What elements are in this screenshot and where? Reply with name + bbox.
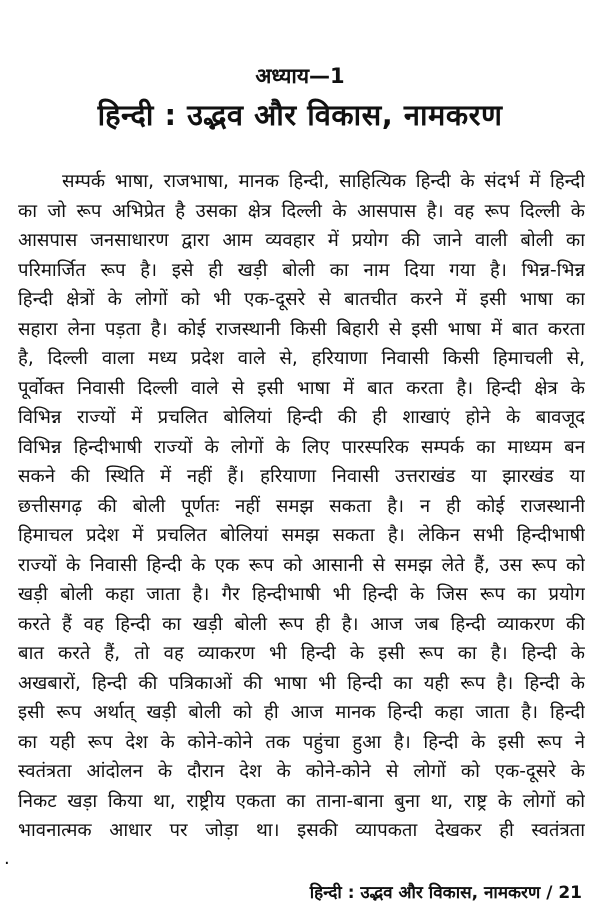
- margin-dot: ·: [4, 853, 10, 874]
- text-line: बात करते हैं, तो वह व्याकरण भी हिन्दी के इसी रूप का है। हिन्दी के: [18, 643, 585, 664]
- text-line: सकने की स्थिति में नहीं हैं। हरियाणा निवासी उत्तराखंड या झारखंड या: [18, 466, 585, 487]
- text-line: इसी रूप अर्थात् खड़ी बोली को ही आज मानक हिन्दी कहा जाता है। हिन्दी: [18, 702, 585, 723]
- text-line: हिन्दी क्षेत्रों के लोगों को भी एक-दूसरे से बातचीत करने में इसी भाषा का: [18, 289, 585, 310]
- text-line: परिमार्जित रूप है। इसे ही खड़ी बोली का नाम दिया गया है। भिन्न-भिन्न: [18, 259, 585, 281]
- text-line: अखबारों, हिन्दी की पत्रिकाओं की भाषा भी हिन्दी का यही रूप है। हिन्दी के: [18, 672, 585, 694]
- text-line: का जो रूप अभिप्रेत है उसका क्षेत्र दिल्ली के आसपास है। वह रूप दिल्ली के: [18, 200, 585, 222]
- chapter-title: हिन्दी : उद्भव और विकास, नामकरण: [97, 98, 503, 132]
- text-line: सम्पर्क भाषा, राजभाषा, मानक हिन्दी, साहित्यिक हिन्दी के संदर्भ में हिन्दी: [62, 171, 585, 192]
- text-line: विभिन्न राज्यों में प्रचलित बोलियां हिन्दी की ही शाखाएं होने के बावजूद: [18, 407, 585, 428]
- text-line: राज्यों के निवासी हिन्दी के एक रूप को आसानी से समझ लेते हैं, उस रूप को: [18, 554, 585, 576]
- text-line: पूर्वोक्त निवासी दिल्ली वाले से इसी भाषा में बात करता है। हिन्दी क्षेत्र के: [18, 377, 585, 399]
- text-line: सहारा लेना पड़ता है। कोई राजस्थानी किसी बिहारी से इसी भाषा में बात करता: [18, 318, 585, 340]
- text-line: स्वतंत्रता आंदोलन के दौरान देश के कोने-कोने से लोगों को एक-दूसरे के: [18, 761, 585, 782]
- text-line: भावनात्मक आधार पर जोड़ा था। इसकी व्यापकता देखकर ही स्वतंत्रता: [18, 820, 585, 841]
- text-line: खड़ी बोली कहा जाता है। गैर हिन्दीभाषी भी हिन्दी के जिस रूप का प्रयोग: [18, 584, 585, 605]
- text-line: आसपास जनसाधारण द्वारा आम व्यवहार में प्रयोग की जाने वाली बोली का: [18, 230, 585, 251]
- body-text: [18, 167, 585, 846]
- text-line: हिमाचल प्रदेश में प्रचलित बोलियां समझ सकता है। लेकिन सभी हिन्दीभाषी: [18, 525, 585, 546]
- text-line: करते हैं वह हिन्दी का खड़ी बोली रूप ही है। आज जब हिन्दी व्याकरण की: [18, 613, 585, 635]
- text-line: निकट खड़ा किया था, राष्ट्रीय एकता का ताना-बाना बुना था, राष्ट्र के लोगों को: [18, 790, 585, 812]
- text-line: का यही रूप देश के कोने-कोने तक पहुंचा हुआ है। हिन्दी के इसी रूप ने: [18, 731, 585, 753]
- text-line: है, दिल्ली वाला मध्य प्रदेश वाले से, हरियाणा निवासी किसी हिमाचली से,: [18, 348, 585, 369]
- text-line: छत्तीसगढ़ की बोली पूर्णतः नहीं समझ सकता है। न ही कोई राजस्थानी: [18, 495, 585, 517]
- chapter-label: अध्याय—1: [255, 64, 345, 88]
- page-footer: हिन्दी : उद्भव और विकास, नामकरण / 21: [309, 883, 582, 903]
- text-line: विभिन्न हिन्दीभाषी राज्यों के लोगों के लिए पारस्परिक सम्पर्क का माध्यम बन: [18, 436, 585, 458]
